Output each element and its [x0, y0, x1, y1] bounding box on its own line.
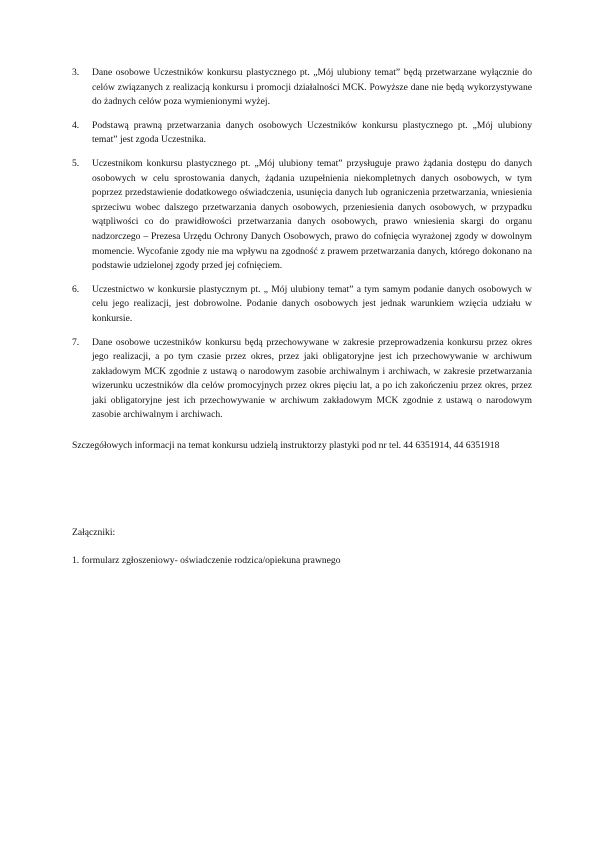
list-item-3 [72, 66, 532, 110]
list-item-text: Uczestnictwo w konkursie plastycznym pt. „ Mój ulubiony temat” a tym samym podanie danych osobowych w celu jego realizacji, jest dobrowolne. Podanie danych osobowych jest jednak warunkiem wzięcia udziału w konkursie. [92, 283, 532, 324]
document-page [72, 66, 532, 569]
list-item-text: Dane osobowe uczestników konkursu będą przechowywane w zakresie przeprowadzenia konkursu przez okres jego realizacji, a po tym czasie przez okres, przez jaki obligatoryjne jest ich przechowywanie w archiwum zakładowym MCK zgodnie z ustawą o narodowym zasobie archiwalnym i archiwach, w zakresie przetwarzania wizerunku uczestników dla celów promocyjnych przez okres pięciu lat, a po ich zakończeniu przez okres, przez jaki obligatoryjne jest ich przechowywanie w archiwum zakładowym MCK zgodnie z ustawą o narodowym zasobie archiwalnym i archiwach. [92, 336, 532, 421]
list-item-number: 4. [72, 119, 80, 131]
list-item-7 [72, 336, 532, 424]
attachments-heading: Załączniki: [72, 526, 116, 538]
list-item-number: 7. [72, 336, 80, 348]
list-item-text: Uczestnikom konkursu plastycznego pt. „Mój ulubiony temat” przysługuje prawo żądania dostępu do danych osobowych w celu sprostowania danych, żądania uzupełnienia niekompletnych danych osobowych, w tym poprzez przedstawienie dodatkowego oświadczenia, usunięcia danych lub ograniczenia przetwarzania, wniesienia sprzeciwu wobec dalszego przetwarzania danych osobowych, przeniesienia danych osobowych, w przypadku wątpliwości co do prawidłowości przetwarzania danych osobowych, prawo wniesienia skargi do organu nadzorczego – Prezesa Urzędu Ochrony Danych Osobowych, prawo do cofnięcia wyrażonej zgody w dowolnym momencie. Wycofanie zgody nie ma wpływu na zgodność z prawem przetwarzania danych, którego dokonano na podstawie udzielonej zgody przed jej cofnięciem. [92, 157, 532, 272]
contact-info: Szczegółowych informacji na temat konkursu udzielą instruktorzy plastyki pod nr tel. 44 6351914, 44 6351918 [72, 440, 500, 452]
list-item-4 [72, 119, 532, 148]
attachment-item: 1. formularz zgłoszeniowy- oświadczenie rodzica/opiekuna prawnego [72, 555, 341, 567]
list-item-text: Podstawą prawną przetwarzania danych osobowych Uczestników konkursu plastycznego pt. „Mój ulubiony temat” jest zgoda Uczestnika. [92, 119, 532, 146]
list-item-number: 3. [72, 67, 80, 78]
list-item-number: 6. [72, 283, 80, 295]
list-item-6 [72, 283, 532, 327]
list-item-text: Dane osobowe Uczestników konkursu plastycznego pt. „Mój ulubiony temat” będą przetwarzane wyłącznie do celów związanych z realizacją konkursu i promocji działalności MCK. Powyższe dane nie będą wykorzystywane do żadnych celów poza wymienionymi wyżej. [92, 67, 532, 108]
list-item-5 [72, 157, 532, 274]
list-item-number: 5. [72, 157, 80, 169]
